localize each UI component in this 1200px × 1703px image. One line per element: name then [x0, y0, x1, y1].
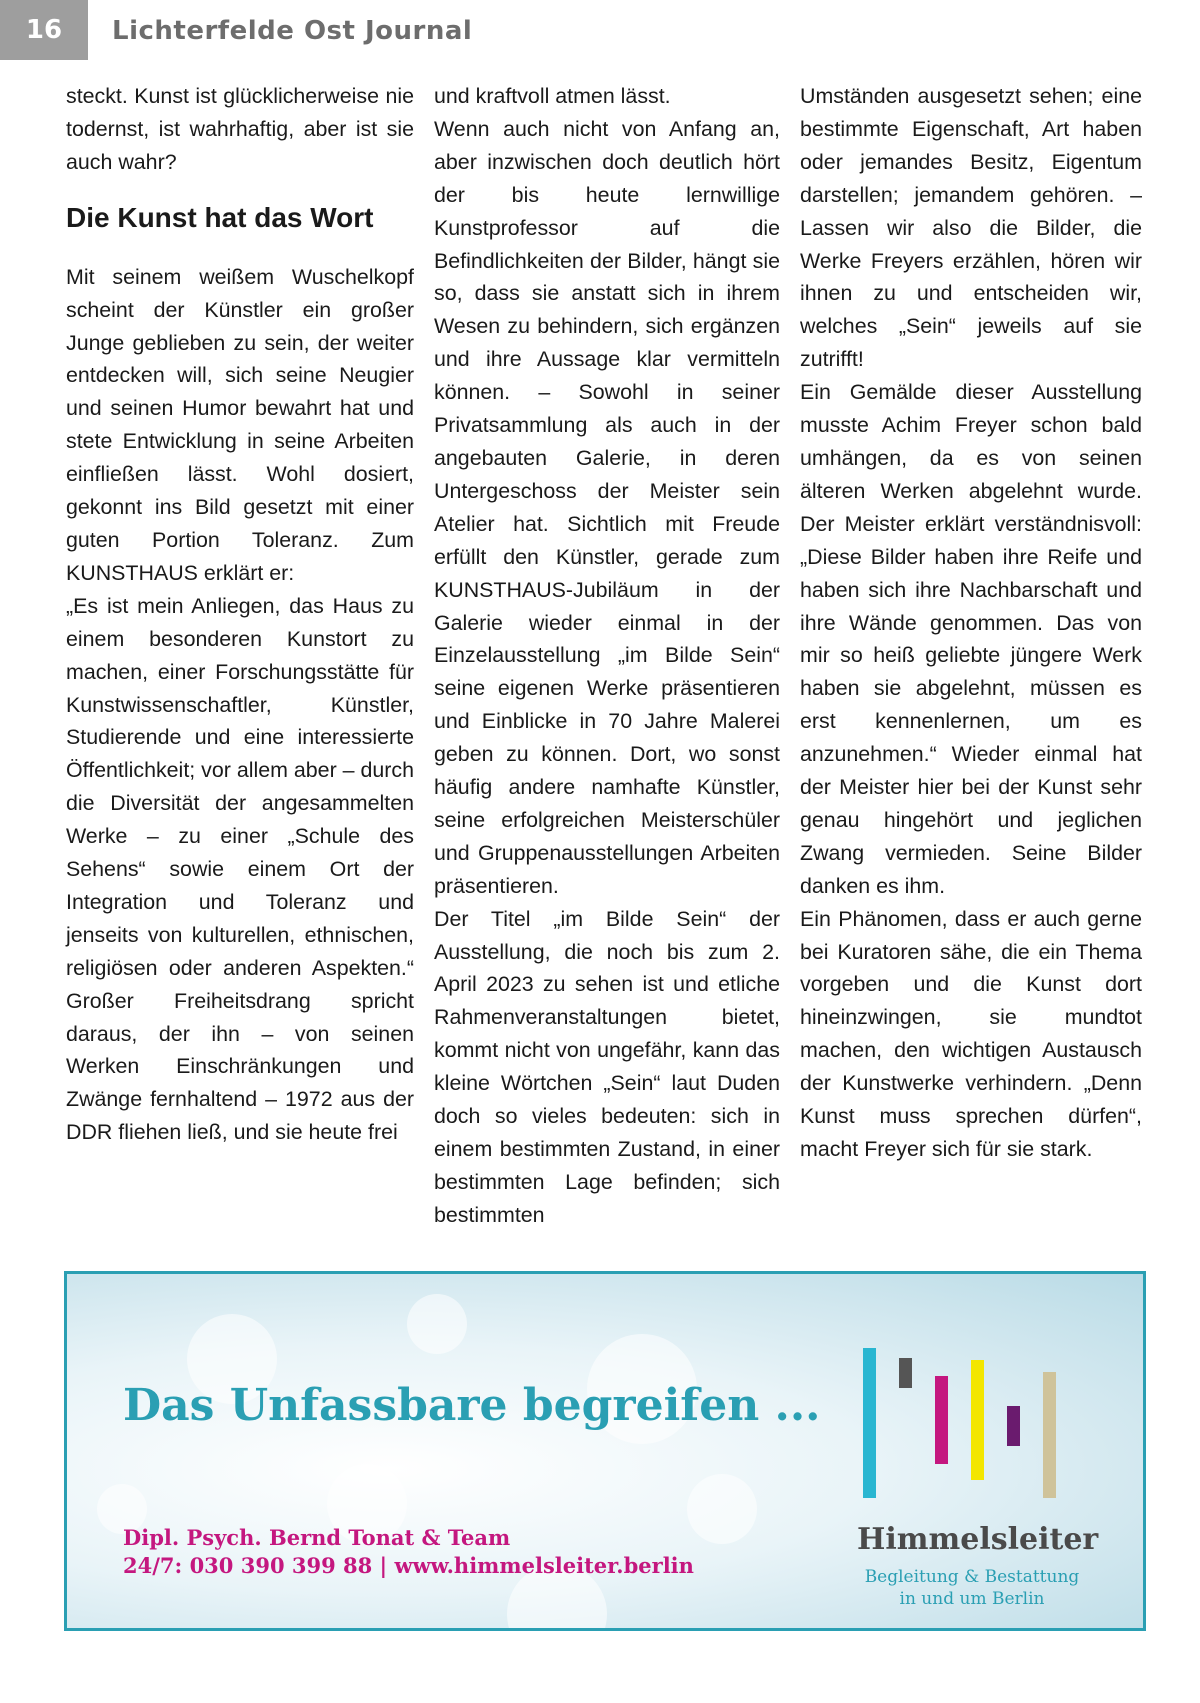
article-paragraph: Umständen ausgesetzt sehen; eine bestimmte Eigenschaft, Art haben oder jemandes Besitz, Eigentum darstellen; jemandem gehören. – Lassen wir also die Bilder, die Werke Freyers erzählen, hören wir ihnen zu und entscheiden wir, welches „Sein“ jeweils auf sie zutrifft!: [800, 84, 1142, 372]
ad-contact-name: Dipl. Psych. Bernd Tonat & Team: [123, 1525, 511, 1550]
bokeh-decoration: [407, 1294, 467, 1354]
logo-bar: [1007, 1406, 1020, 1446]
article-paragraph: Ein Gemälde dieser Ausstellung musste Achim Freyer schon bald umhängen, da es von seinen älteren Werken abgelehnt wurde. Der Meister erklärt verständnisvoll: „Diese Bilder haben ihre Reife und haben sich ihre Nachbarschaft und ihre Wände genommen. Das von mir so heiß geliebte jüngere Werk haben sie abgelehnt, müssen es erst kennenlernen, um es anzunehmen.“ Wieder einmal hat der Meister hier bei der Kunst sehr genau hingehört und jeglichen Zwang vermieden. Seine Bilder danken es ihm.: [800, 380, 1142, 898]
article-paragraph: Der Titel „im Bilde Sein“ der Ausstellung, die noch bis zum 2. April 2023 zu sehen ist und etliche Rahmenveranstaltungen bietet, kommt nicht von ungefähr, kann das kleine Wörtchen „Sein“ laut Duden doch so vieles bedeuten: sich in einem bestimmten Zustand, in einer bestimmten Lage befinden; sich bestimmten: [434, 906, 780, 1227]
page-number: 16: [0, 0, 88, 60]
ad-contact: [123, 1524, 694, 1580]
ad-tagline-line: in und um Berlin: [899, 1589, 1045, 1609]
ad-contact-phone-web[interactable]: 24/7: 030 390 399 88 | www.himmelsleiter.berlin: [123, 1553, 694, 1578]
article-column-2: [434, 80, 780, 1232]
article-quote: „Es ist mein Anliegen, das Haus zu einem besonderen Kunstort zu machen, einer Forschungsstätte für Kunstwissenschaftler, Künstler, Studierende und eine interessierte Öffentlichkeit; vor allem aber – durch die Diversität der angesammelten Werke – zu einer „Schule des Sehens“ sowie einem Ort der Integration und Toleranz und jenseits von kulturellen, ethnischen, religiösen oder anderen Aspekten.“ Großer Freiheitsdrang spricht daraus, der ihn – von seinen Werken Einschränkungen und Zwänge fernhaltend – 1972 aus der DDR fliehen ließ, und sie heute frei: [66, 593, 414, 1145]
ad-tagline: [857, 1566, 1087, 1610]
ad-brand-name: Himmelsleiter: [857, 1522, 1099, 1557]
ad-headline: Das Unfassbare begreifen ...: [123, 1380, 821, 1431]
article-paragraph: steckt. Kunst ist glücklicherweise nie todernst, ist wahrhaftig, aber ist sie auch wahr?: [66, 84, 414, 174]
article-paragraph: Ein Phänomen, dass er auch gerne bei Kuratoren sähe, die ein Thema vorgeben und die Kunst dort hineinzwingen, sie mundtot machen, den wichtigen Austausch der Kunstwerke verhindern. „Denn Kunst muss sprechen dürfen“, macht Freyer sich für sie stark.: [800, 906, 1142, 1161]
bokeh-decoration: [687, 1474, 757, 1544]
journal-title: Lichterfelde Ost Journal: [112, 16, 473, 46]
article-paragraph: und kraftvoll atmen lässt.: [434, 84, 671, 108]
page-header: [0, 0, 1200, 60]
article-subheading: Die Kunst hat das Wort: [66, 201, 374, 233]
logo-bar: [1043, 1372, 1056, 1498]
logo-bar: [899, 1358, 912, 1388]
ad-tagline-line: Begleitung & Bestattung: [864, 1567, 1080, 1587]
logo-bar: [863, 1348, 876, 1498]
advertisement[interactable]: [64, 1271, 1146, 1631]
article-paragraph: Wenn auch nicht von Anfang an, aber inzwischen doch deutlich hört der bis heute lernwillige Kunstprofessor auf die Befindlichkeiten der Bilder, hängt sie so, dass sie anstatt sich in ihrem Wesen zu behindern, sich ergänzen und ihre Aussage klar vermitteln können. – Sowohl in seiner Privatsammlung als auch in der angebauten Galerie, in deren Untergeschoss der Meister sein Atelier hat. Sichtlich mit Freude erfüllt den Künstler, gerade zum KUNSTHAUS-Jubiläum in der Galerie wieder einmal in der Einzelausstellung „im Bilde Sein“ seine eigenen Werke präsentieren und Einblicke in 70 Jahre Malerei geben zu können. Dort, wo sonst häufig andere namhafte Künstler, seine erfolgreichen Meisterschüler und Gruppenausstellungen Arbeiten präsentieren.: [434, 116, 780, 898]
article-column-1: [66, 80, 414, 1149]
ladder-logo-icon: [847, 1348, 1097, 1498]
logo-bar: [935, 1376, 948, 1464]
article-column-3: [800, 80, 1142, 1166]
logo-bar: [971, 1360, 984, 1480]
article-paragraph: Mit seinem weißem Wuschelkopf scheint der Künstler ein großer Junge geblieben zu sein, der weiter entdecken will, sich seine Neugier und seinen Humor bewahrt hat und stete Entwicklung in seine Arbeiten einfließen lässt. Wohl dosiert, gekonnt ins Bild gesetzt mit einer guten Portion Toleranz. Zum KUNSTHAUS erklärt er:: [66, 264, 414, 585]
